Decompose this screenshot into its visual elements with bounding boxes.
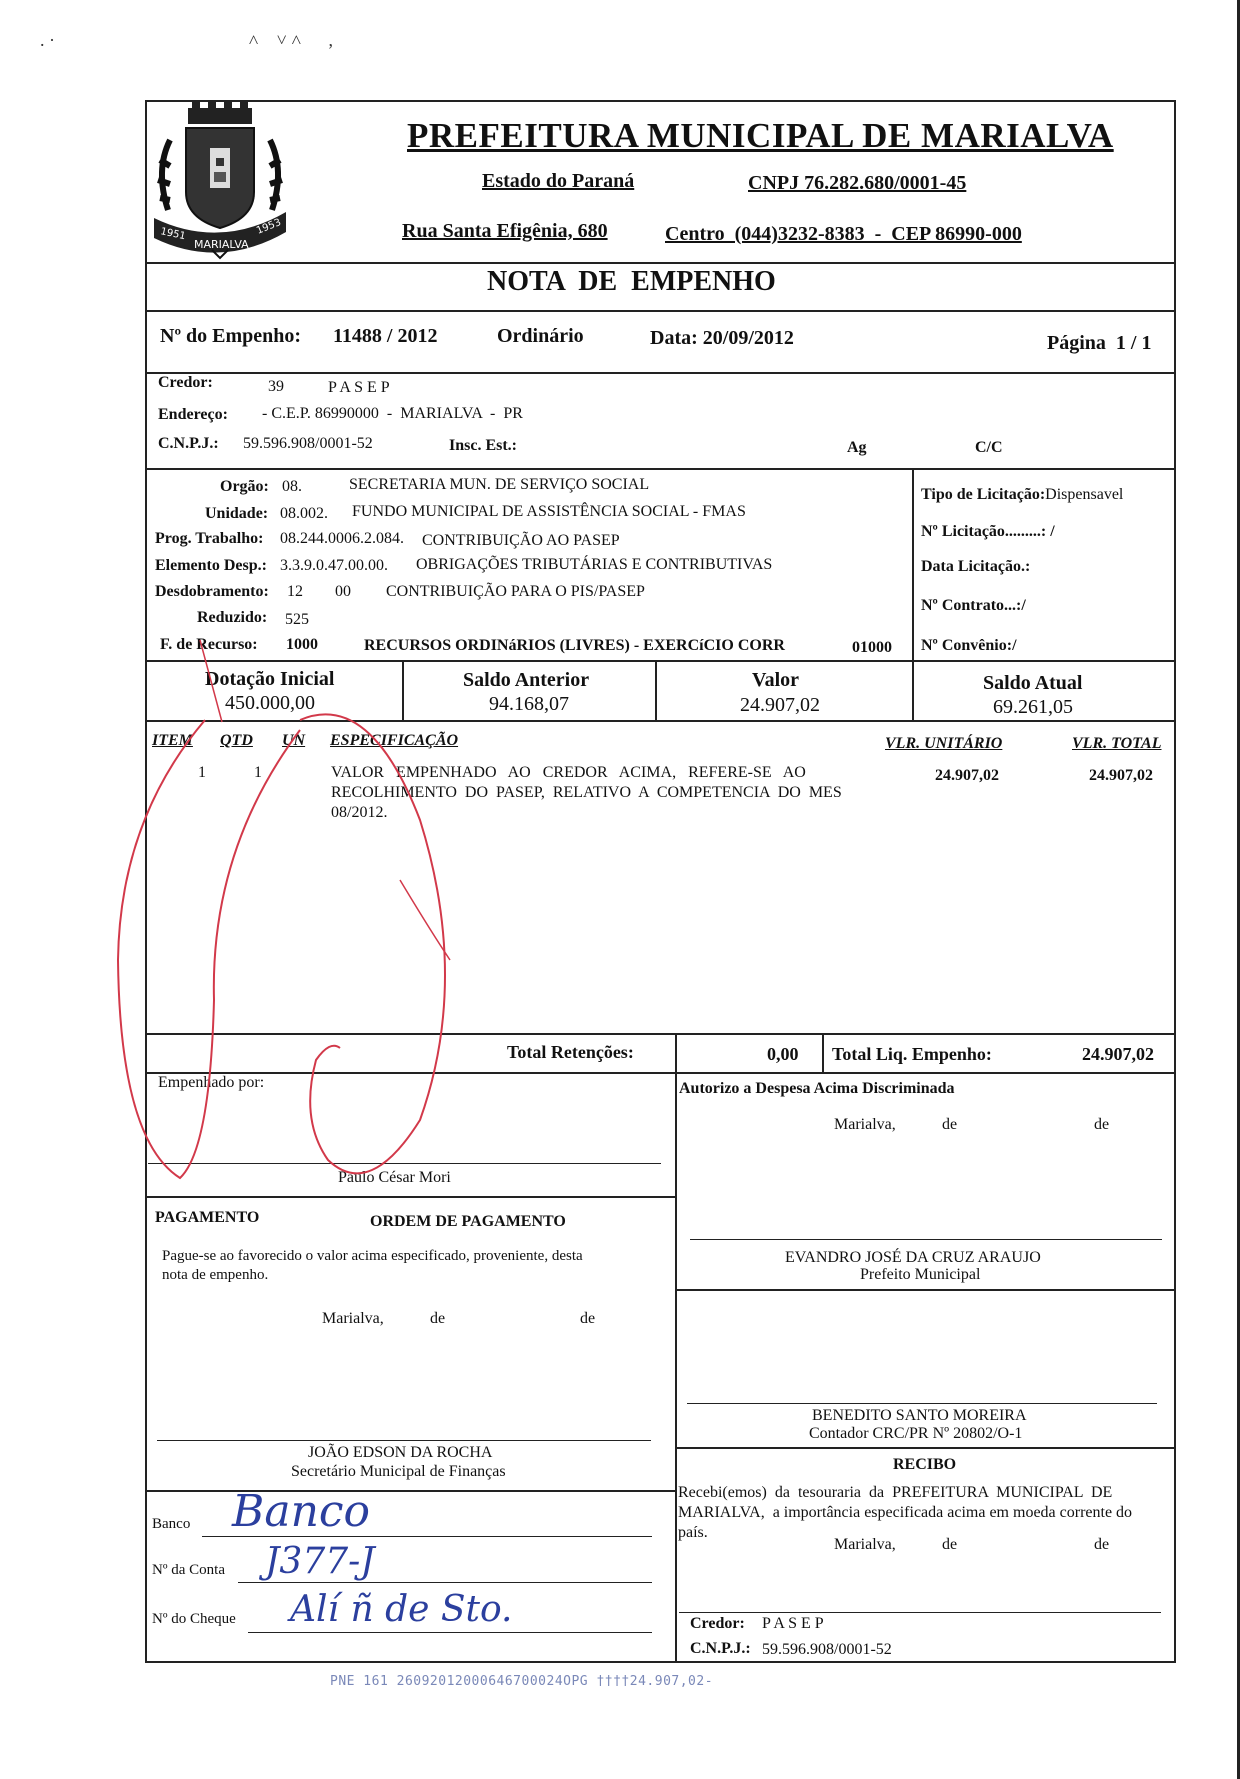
contador-cargo: Contador CRC/PR Nº 20802/O-1 [809, 1425, 1023, 1442]
numero-cheque-label: Nº do Cheque [152, 1611, 236, 1627]
recibo-credor-label: Credor: [690, 1615, 745, 1632]
prog-trabalho-name: CONTRIBUIÇÃO AO PASEP [422, 532, 620, 549]
reduzido-value: 525 [285, 611, 309, 628]
item-number: 1 [198, 764, 206, 781]
recibo-cnpj-label: C.N.P.J.: [690, 1640, 751, 1657]
valor-label: Valor [752, 669, 800, 691]
numero-convenio: Nº Convênio:/ [921, 637, 1017, 654]
autorizo-de-1: de [942, 1116, 958, 1133]
empenho-number: 11488 / 2012 [333, 325, 438, 347]
fonte-recurso-code-2: 01000 [852, 639, 892, 656]
total-retencoes-value: 0,00 [767, 1044, 799, 1064]
numero-contrato: Nº Contrato...:/ [921, 597, 1026, 614]
fonte-recurso-code: 1000 [286, 636, 318, 653]
col-header-item: ITEM [152, 732, 193, 749]
credor-name: P A S E P [328, 379, 390, 396]
credor-code: 39 [268, 378, 284, 395]
orgao-code: 08. [282, 478, 302, 495]
recibo-text-line-3: país. [678, 1524, 708, 1541]
header-street: Rua Santa Efigênia, 680 [402, 220, 608, 242]
empenho-type: Ordinário [497, 325, 584, 347]
pagamento-local: Marialva, [322, 1310, 384, 1327]
unidade-code: 08.002. [280, 505, 328, 522]
tipo-licitacao-value: Dispensavel [1045, 486, 1124, 503]
tipo-licitacao-label: Tipo de Licitação: [921, 486, 1046, 503]
page-title: PREFEITURA MUNICIPAL DE MARIALVA [407, 116, 1114, 155]
numero-licitacao: Nº Licitação.........: / [921, 523, 1055, 540]
desdobramento-label: Desdobramento: [155, 583, 269, 600]
cheque-handwritten: Alí ñ de Sto. [290, 1589, 513, 1630]
barcode-text: PNE 161 26092012000646700024OPG ††††24.907,02- [330, 1674, 714, 1689]
fonte-recurso-name: RECURSOS ORDINáRIOS (LIVRES) - EXERCíCIO CORR [364, 637, 785, 654]
saldo-atual-value: 69.261,05 [993, 696, 1073, 718]
saldo-anterior-value: 94.168,07 [489, 693, 569, 715]
col-header-un: UN [282, 732, 306, 749]
total-liquido-label: Total Liq. Empenho: [832, 1044, 992, 1064]
conta-corrente-label: C/C [975, 439, 1003, 456]
reduzido-label: Reduzido: [197, 609, 268, 626]
prog-trabalho-label: Prog. Trabalho: [155, 530, 264, 547]
fonte-recurso-label: F. de Recurso: [160, 636, 258, 653]
item-spec-line-3: 08/2012. [331, 804, 388, 821]
dotacao-inicial-label: Dotação Inicial [205, 668, 335, 690]
prefeito-cargo: Prefeito Municipal [860, 1266, 981, 1283]
prefeito-nome: EVANDRO JOSÉ DA CRUZ ARAUJO [785, 1249, 1041, 1266]
item-total-value: 24.907,02 [1089, 767, 1153, 784]
pagamento-text-line-2: nota de empenho. [162, 1267, 269, 1283]
col-header-qtd: QTD [220, 732, 253, 749]
credor-cnpj: 59.596.908/0001-52 [243, 435, 373, 452]
document-type-title: NOTA DE EMPENHO [487, 266, 776, 297]
banco-handwritten: Banco [232, 1486, 371, 1537]
item-spec-line-2: RECOLHIMENTO DO PASEP, RELATIVO A COMPETENCIA DO MES [331, 784, 842, 801]
saldo-atual-label: Saldo Atual [983, 672, 1083, 694]
state-name: Estado do Paraná [482, 170, 635, 192]
recibo-text-line-1: Recebi(emos) da tesouraria da PREFEITURA MUNICIPAL DE [678, 1484, 1113, 1501]
recibo-text-line-2: MARIALVA, a importância especificada acima em moeda corrente do [678, 1504, 1133, 1521]
scan-specks: . · ˄ ˅ ˄ , [40, 30, 333, 50]
endereco-label: Endereço: [158, 406, 228, 423]
recibo-local: Marialva, [834, 1536, 896, 1553]
pagamento-label: PAGAMENTO [155, 1209, 260, 1226]
valor-value: 24.907,02 [740, 694, 820, 716]
tipo-licitacao [921, 486, 1123, 504]
agencia-label: Ag [847, 439, 867, 456]
pagamento-text-line-1: Pague-se ao favorecido o valor acima especificado, proveniente, desta [162, 1248, 583, 1264]
coat-of-arms-icon [150, 100, 290, 260]
desdobramento-code-2: 00 [335, 583, 351, 600]
desdobramento-name: CONTRIBUIÇÃO PARA O PIS/PASEP [386, 583, 645, 600]
cnpj-label: C.N.P.J.: [158, 435, 219, 452]
recibo-de-2: de [1094, 1536, 1110, 1553]
saldo-anterior-label: Saldo Anterior [463, 669, 590, 691]
empenho-date: Data: 20/09/2012 [650, 327, 794, 349]
autorizo-de-2: de [1094, 1116, 1110, 1133]
total-retencoes-label: Total Retenções: [507, 1042, 634, 1062]
page-number: Página 1 / 1 [1047, 332, 1152, 354]
contador-nome: BENEDITO SANTO MOREIRA [812, 1407, 1027, 1424]
recibo-de-1: de [942, 1536, 958, 1553]
data-licitacao: Data Licitação.: [921, 558, 1031, 575]
secretario-cargo: Secretário Municipal de Finanças [291, 1463, 506, 1480]
unidade-name: FUNDO MUNICIPAL DE ASSISTÊNCIA SOCIAL - FMAS [352, 503, 746, 520]
pagamento-de-2: de [580, 1310, 596, 1327]
item-qtd: 1 [254, 764, 262, 781]
elemento-despesa-code: 3.3.9.0.47.00.00. [280, 557, 388, 574]
svg-text:MARIALVA: MARIALVA [194, 238, 249, 251]
desdobramento-code: 12 [287, 583, 303, 600]
insc-est-label: Insc. Est.: [449, 437, 518, 454]
municipal-seal [150, 100, 290, 260]
orgao-label: Orgão: [220, 478, 269, 495]
prog-trabalho-code: 08.244.0006.2.084. [280, 530, 404, 547]
secretario-nome: JOÃO EDSON DA ROCHA [308, 1444, 493, 1461]
dotacao-inicial-value: 450.000,00 [225, 692, 315, 714]
item-unit-value: 24.907,02 [935, 767, 999, 784]
numero-conta-label: Nº da Conta [152, 1562, 225, 1578]
banco-label: Banco [152, 1516, 191, 1532]
header-cnpj: CNPJ 76.282.680/0001-45 [748, 172, 967, 194]
col-header-vlr-unitario: VLR. UNITÁRIO [885, 735, 1003, 752]
empenho-number-label: Nº do Empenho: [160, 325, 302, 347]
col-header-vlr-total: VLR. TOTAL [1072, 735, 1162, 752]
orgao-name: SECRETARIA MUN. DE SERVIÇO SOCIAL [349, 476, 650, 493]
unidade-label: Unidade: [205, 505, 269, 522]
pagamento-de-1: de [430, 1310, 446, 1327]
svg-text:1951: 1951 [159, 226, 187, 243]
conta-handwritten: J377-J [265, 1541, 375, 1582]
autorizo-local: Marialva, [834, 1116, 896, 1133]
total-liquido-value: 24.907,02 [1082, 1044, 1154, 1064]
recibo-credor-value: P A S E P [762, 1615, 824, 1632]
empenhado-por-label: Empenhado por: [158, 1074, 265, 1091]
endereco-value: - C.E.P. 86990000 - MARIALVA - PR [262, 405, 523, 422]
ordem-pagamento-label: ORDEM DE PAGAMENTO [370, 1213, 566, 1230]
header-address: Centro (044)3232-8383 - CEP 86990-000 [665, 223, 1022, 245]
credor-label: Credor: [158, 374, 213, 391]
col-header-especificacao: ESPECIFICAÇÃO [330, 732, 459, 749]
elemento-despesa-label: Elemento Desp.: [155, 557, 267, 574]
elemento-despesa-name: OBRIGAÇÕES TRIBUTÁRIAS E CONTRIBUTIVAS [416, 556, 773, 573]
autorizo-label: Autorizo a Despesa Acima Discriminada [679, 1080, 955, 1097]
empenhado-por-nome: Paulo César Mori [338, 1169, 451, 1186]
recibo-cnpj-value: 59.596.908/0001-52 [762, 1641, 892, 1658]
recibo-title: RECIBO [893, 1456, 957, 1473]
item-spec-line-1: VALOR EMPENHADO AO CREDOR ACIMA, REFERE-SE AO [331, 764, 806, 781]
svg-text:1953: 1953 [255, 217, 283, 237]
